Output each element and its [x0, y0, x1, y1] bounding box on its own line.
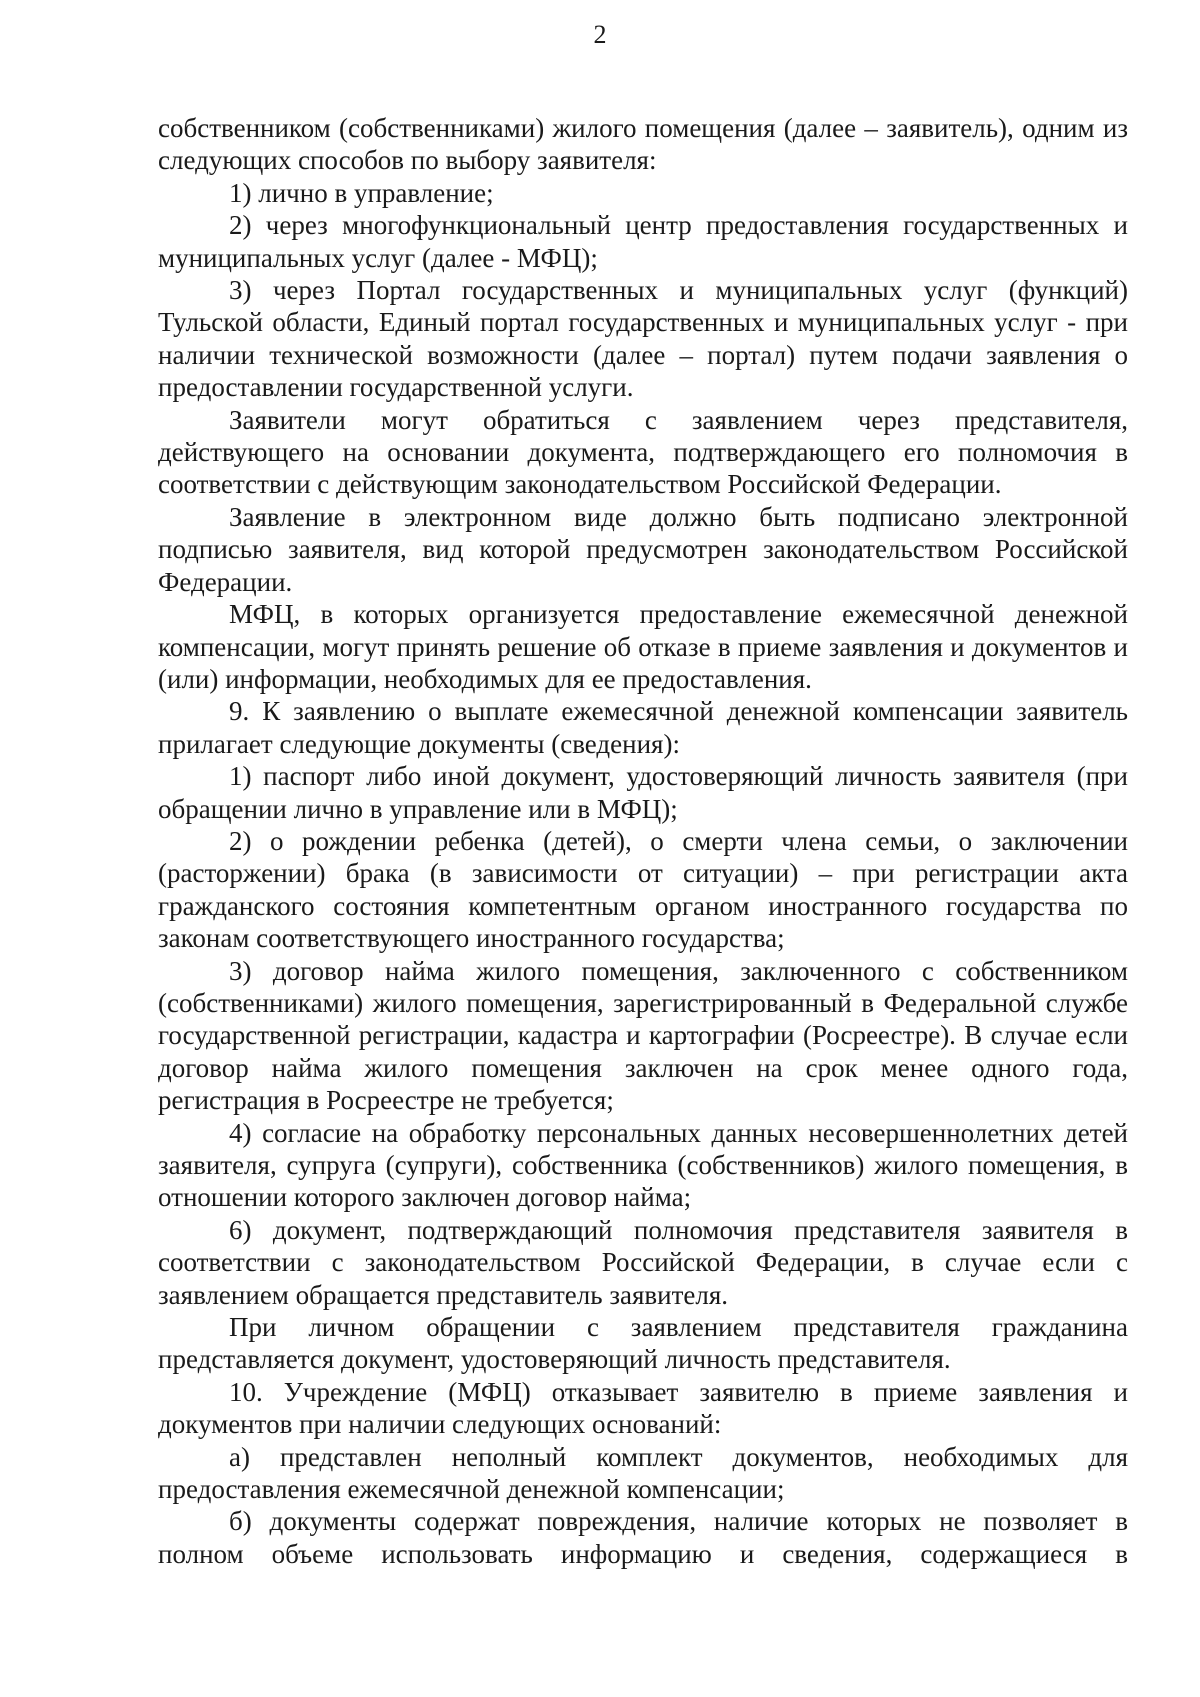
- clause-9-item-3: 3) договор найма жилого помещения, заключенного с собственником (собственниками) жилого помещения, зарегистрированный в Федеральной службе государственной регистрации, кадастра и картографии (Росреестре). В случае если договор найма жилого помещения заключен на срок менее одного года, регистрация в Росреестре не требуется;: [158, 955, 1128, 1116]
- clause-9: 9. К заявлению о выплате ежемесячной денежной компенсации заявитель прилагает следующие документы (сведения):: [158, 696, 1128, 759]
- paragraph-continuation: собственником (собственниками) жилого помещения (далее – заявитель), одним из следующих способов по выбору заявителя:: [158, 113, 1128, 176]
- paragraph-mfc-refusal: МФЦ, в которых организуется предоставление ежемесячной денежной компенсации, могут принять решение об отказе в приеме заявления и документов и (или) информации, необходимых для ее предоставления.: [158, 599, 1128, 694]
- clause-10: 10. Учреждение (МФЦ) отказывает заявителю в приеме заявления и документов при наличии следующих оснований:: [158, 1376, 1128, 1440]
- clause-9-item-1: 1) паспорт либо иной документ, удостоверяющий личность заявителя (при обращении лично в управление или в МФЦ);: [158, 761, 1128, 824]
- clause-10-item-a: а) представлен неполный комплект документов, необходимых для предоставления ежемесячной денежной компенсации;: [158, 1441, 1128, 1505]
- clause-9-item-2: 2) о рождении ребенка (детей), о смерти члена семьи, о заключении (расторжении) брака (в зависимости от ситуации) – при регистрации акта гражданского состояния компетентным органом иностранного государства по законам соответствующего иностранного государства;: [158, 825, 1128, 954]
- clause-9-item-6: 6) документ, подтверждающий полномочия представителя заявителя в соответствии с законодательством Российской Федерации, в случае если с заявлением обращается представитель заявителя.: [158, 1214, 1128, 1310]
- clause-9-item-4: 4) согласие на обработку персональных данных несовершеннолетних детей заявителя, супруга (супруги), собственника (собственников) жилого помещения, в отношении которого заключен договор найма;: [158, 1117, 1128, 1213]
- list-item-in-person: 1) лично в управление;: [229, 177, 494, 208]
- paragraph-personal-appeal: При личном обращении с заявлением представителя гражданина представляется документ, удостоверяющий личность представителя.: [158, 1312, 1128, 1375]
- clause-10-item-b: б) документы содержат повреждения, наличие которых не позволяет в полном объеме использовать информацию и сведения, содержащиеся в: [158, 1506, 1128, 1569]
- paragraph-electronic-signature: Заявление в электронном виде должно быть подписано электронной подписью заявителя, вид которой предусмотрен законодательством Российской Федерации.: [158, 501, 1128, 597]
- document-body: [158, 112, 1128, 1570]
- paragraph-representative: Заявители могут обратиться с заявлением через представителя, действующего на основании документа, подтверждающего его полномочия в соответствии с действующим законодательством Российской Федерации.: [158, 404, 1128, 500]
- page-number: 2: [593, 20, 607, 49]
- list-item-mfc: 2) через многофункциональный центр предоставления государственных и муниципальных услуг (далее - МФЦ);: [158, 210, 1128, 273]
- list-item-portal: 3) через Портал государственных и муниципальных услуг (функций) Тульской области, Единый портал государственных и муниципальных услуг - при наличии технической возможности (далее – портал) путем подачи заявления о предоставлении государственной услуги.: [158, 275, 1128, 403]
